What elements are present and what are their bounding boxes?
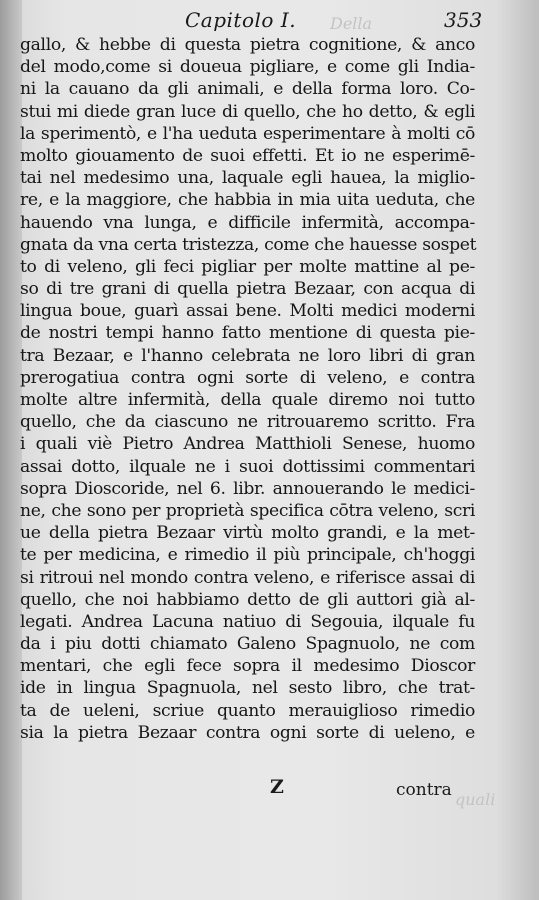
gutter-shadow <box>0 0 22 900</box>
show-through-text: Della <box>330 14 373 33</box>
text-line: lingua boue, guarì assai bene. Molti medici moderni <box>20 301 475 322</box>
text-line: sia la pietra Bezaar contra ogni sorte di ueleno, e <box>20 722 475 743</box>
text-line: assai dotto, ilquale ne i suoi dottissimi commentari <box>20 456 475 477</box>
text-line: mentari, che egli fece sopra il medesimo Dioscor <box>20 656 475 677</box>
text-line: la sperimentò, e l'ha ueduta esperimentare à molti cō <box>20 123 475 144</box>
text-line: da i piu dotti chiamato Galeno Spagnuolo, ne com <box>20 634 475 655</box>
body-text <box>20 34 475 744</box>
text-line: legati. Andrea Lacuna natiuo di Segouia, ilquale fu <box>20 611 475 632</box>
text-line: ta de ueleni, scriue quanto merauiglioso rimedio <box>20 700 475 721</box>
text-line: molto giouamento de suoi effetti. Et io ne esperimē- <box>20 145 475 166</box>
text-line: ue della pietra Bezaar virtù molto grandi, e la met- <box>20 523 475 544</box>
text-line: re, e la maggiore, che habbia in mia uita ueduta, che <box>20 190 475 211</box>
text-line: si ritroui nel mondo contra veleno, e riferisce assai di <box>20 567 475 588</box>
text-line: ne, che sono per proprietà specifica cōtra veleno, scri <box>20 500 475 521</box>
text-line: gallo, & hebbe di questa pietra cognitione, & anco <box>20 35 475 55</box>
page-number: 353 <box>444 8 483 32</box>
catchword: contra <box>396 780 452 800</box>
text-line: tra Bezaar, e l'hanno celebrata ne loro libri di gran <box>20 345 475 366</box>
text-line: del modo,come si doueua pigliare, e come gli India- <box>20 57 475 78</box>
text-line: de nostri tempi hanno fatto mentione di questa pie- <box>20 323 475 344</box>
text-line: i quali viè Pietro Andrea Matthioli Senese, huomo <box>20 434 475 455</box>
text-line: sopra Dioscoride, nel 6. libr. annouerando le medici- <box>20 478 475 499</box>
text-line: so di tre grani di quella pietra Bezaar, con acqua di <box>20 279 475 300</box>
text-line: quello, che da ciascuno ne ritrouaremo scritto. Fra <box>20 412 475 433</box>
text-line: to di veleno, gli feci pigliar per molte mattine al pe- <box>20 256 475 277</box>
text-line: tai nel medesimo una, laquale egli hauea, la miglio- <box>20 168 475 189</box>
text-line: prerogatiua contra ogni sorte di veleno, e contra <box>20 367 475 388</box>
text-line: ide in lingua Spagnuola, nel sesto libro, che trat- <box>20 678 475 699</box>
text-line: quello, che noi habbiamo detto de gli auttori già al- <box>20 589 475 610</box>
text-line: molte altre infermità, della quale diremo noi tutto <box>20 390 475 410</box>
page-footer <box>0 776 539 806</box>
running-head: Capitolo I. <box>185 8 297 32</box>
text-line: ni la cauano da gli animali, e della forma loro. Co- <box>20 79 475 100</box>
text-line: stui mi diede gran luce di quello, che ho detto, & egli <box>20 101 475 122</box>
page-header <box>0 8 539 34</box>
show-through-text: quali <box>455 790 496 809</box>
text-line: te per medicina, e rimedio il più principale, ch'hoggi <box>20 545 475 566</box>
text-line: gnata da vna certa tristezza, come che hauesse sospet <box>20 234 477 255</box>
text-line: hauendo vna lunga, e difficile infermità, accompa- <box>20 212 475 233</box>
signature-mark: Z <box>270 776 284 798</box>
